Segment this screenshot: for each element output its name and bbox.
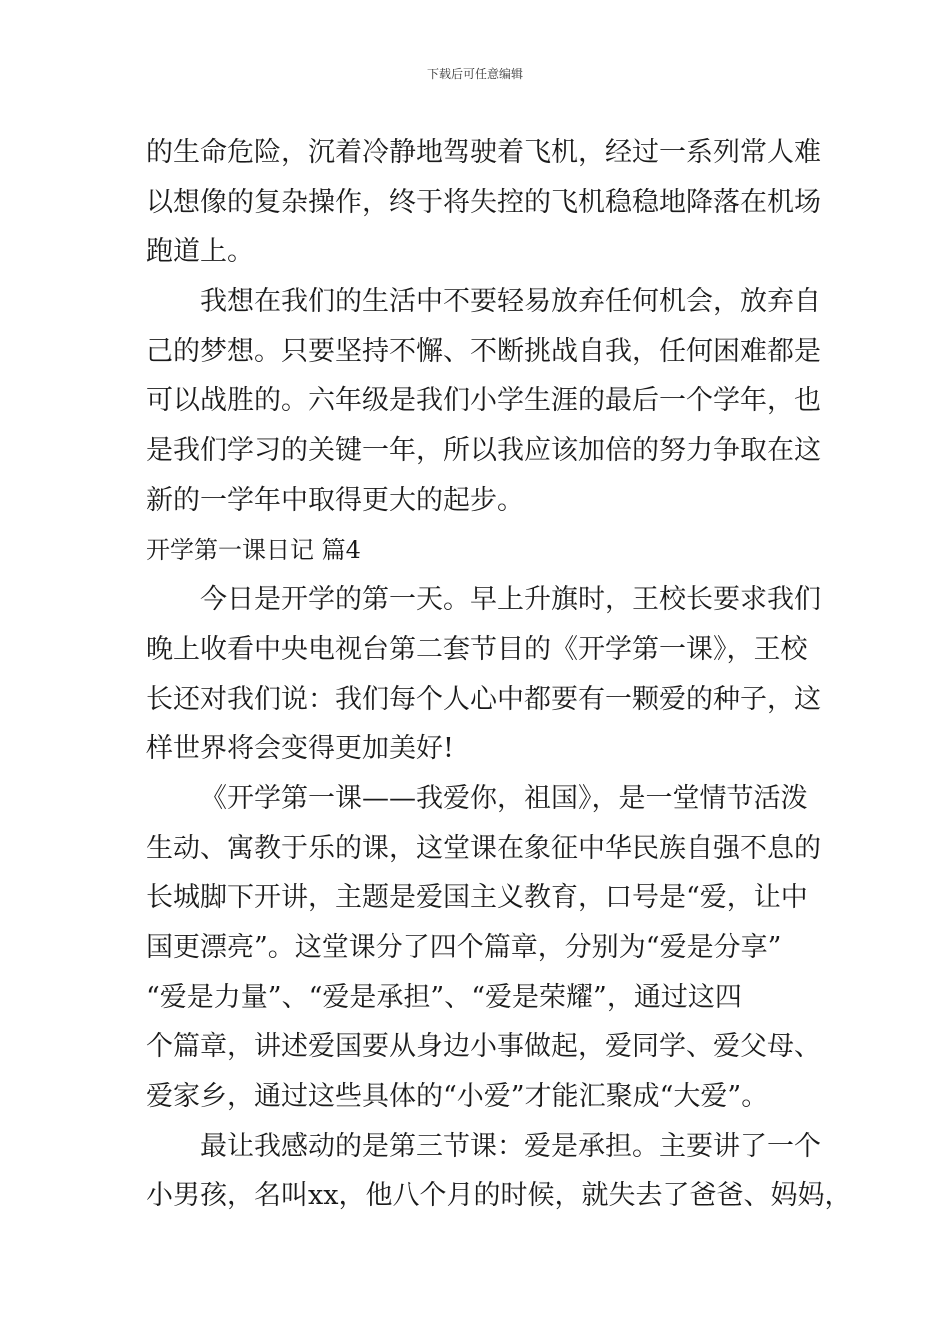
text-line: 跑道上。 [146, 236, 254, 268]
page-header: 下载后可任意编辑 [426, 67, 523, 81]
document-body [146, 128, 852, 1221]
text-line: 可以战胜的。六年级是我们小学生涯的最后一个学年，也 [146, 385, 821, 417]
text-line: 样世界将会变得更加美好! [146, 733, 454, 765]
text-line: 小男孩，名叫xx，他八个月的时候，就失去了爸爸、妈妈， [146, 1180, 852, 1212]
text-line: 爱家乡，通过这些具体的“小爱”才能汇聚成“大爱”。 [146, 1081, 769, 1113]
text-line: 长城脚下开讲，主题是爱国主义教育，口号是“爱，让中 [146, 882, 808, 914]
text-line: 是我们学习的关键一年，所以我应该加倍的努力争取在这 [146, 435, 821, 467]
text-line: 己的梦想。只要坚持不懈、不断挑战自我，任何困难都是 [146, 335, 821, 367]
text-line: 我想在我们的生活中不要轻易放弃任何机会，放弃自 [200, 286, 821, 318]
text-line: 以想像的复杂操作，终于将失控的飞机稳稳地降落在机场 [146, 186, 821, 218]
text-line: 晚上收看中央电视台第二套节目的《开学第一课》，王校 [146, 633, 808, 665]
section-heading: 开学第一课日记 篇4 [146, 535, 361, 564]
text-line: 最让我感动的是第三节课：爱是承担。主要讲了一个 [200, 1130, 821, 1162]
text-line: “爱是力量”、“爱是承担”、“爱是荣耀”，通过这四 [146, 981, 742, 1013]
text-line: 今日是开学的第一天。早上升旗时，王校长要求我们 [200, 584, 821, 616]
text-line: 新的一学年中取得更大的起步。 [146, 484, 524, 516]
text-line: 《开学第一课——我爱你，祖国》，是一堂情节活泼 [200, 782, 808, 814]
text-line: 长还对我们说：我们每个人心中都要有一颗爱的种子，这 [146, 683, 821, 715]
text-line: 生动、寓教于乐的课，这堂课在象征中华民族自强不息的 [146, 832, 821, 864]
text-line: 国更漂亮”。这堂课分了四个篇章，分别为“爱是分享” [146, 932, 782, 963]
text-line: 个篇章，讲述爱国要从身边小事做起，爱同学、爱父母、 [146, 1031, 821, 1063]
text-line: 的生命危险，沉着冷静地驾驶着飞机，经过一系列常人难 [146, 137, 821, 168]
